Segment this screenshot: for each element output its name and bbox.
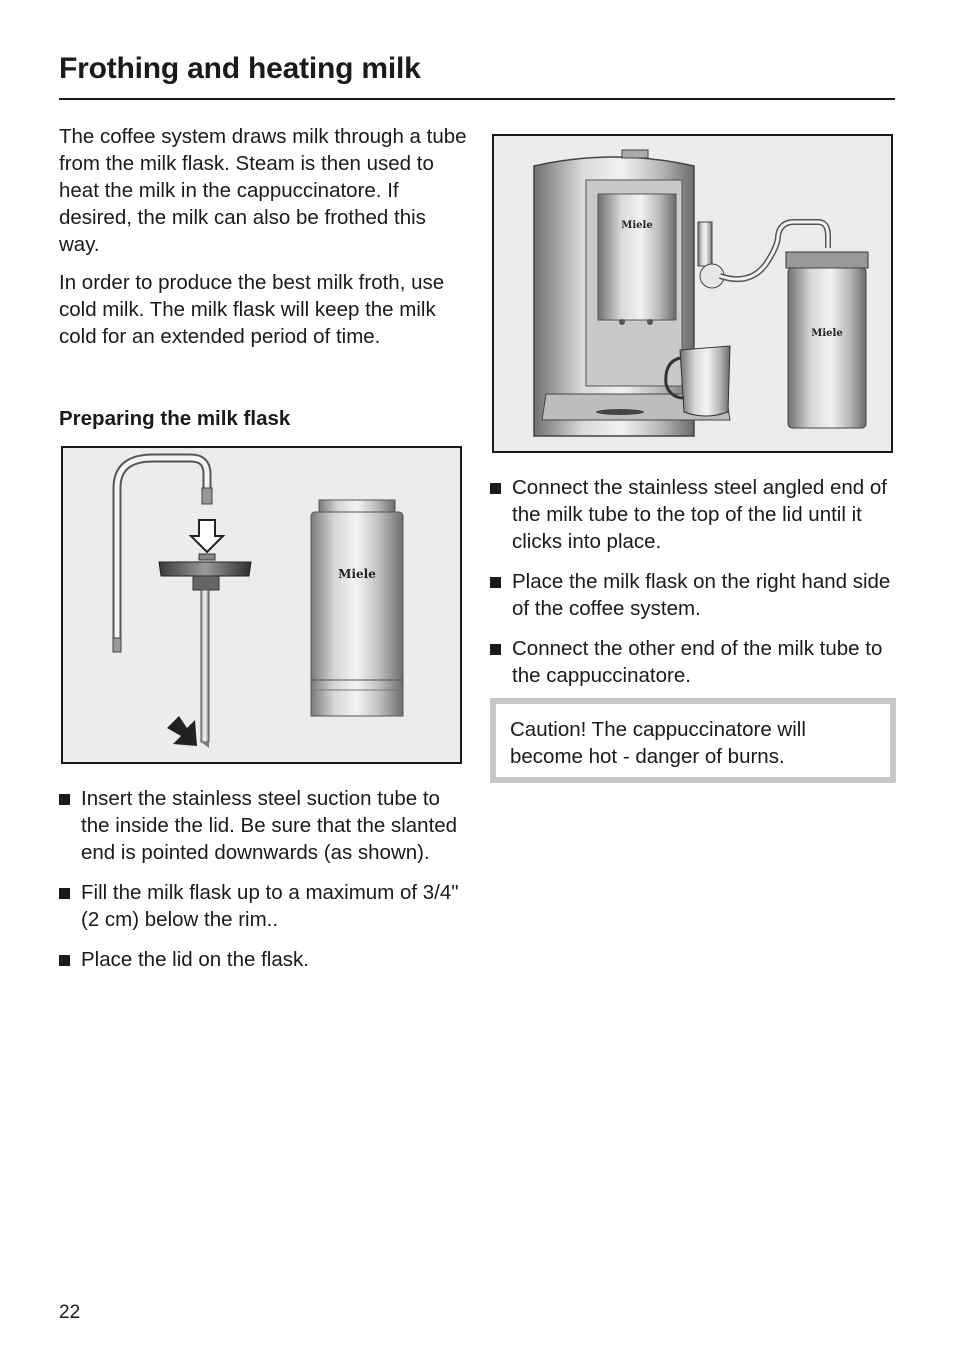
step-text: Place the lid on the flask. [81, 948, 309, 971]
bullet-icon [490, 644, 501, 655]
list-item [59, 785, 469, 866]
step-text: Place the milk flask on the right hand side of the coffee system. [512, 570, 891, 620]
step-text: Connect the stainless steel angled end of the milk tube to the top of the lid until it clicks into place. [512, 476, 887, 553]
page-title: Frothing and heating milk [59, 52, 421, 85]
left-steps [59, 785, 469, 986]
bullet-icon [59, 955, 70, 966]
caution-box: Caution! The cappuccinatore will become hot - danger of burns. [490, 698, 896, 783]
coffee-system-illustration [494, 136, 891, 451]
list-item [490, 635, 894, 689]
list-item [59, 879, 469, 933]
bullet-icon [59, 888, 70, 899]
step-text: Connect the other end of the milk tube to the cappuccinatore. [512, 637, 883, 687]
intro-paragraph-2: In order to produce the best milk froth, use cold milk. The milk flask will keep the milk cold for an extended period of time. [59, 271, 445, 348]
title-rule [59, 98, 895, 100]
list-item [59, 946, 469, 973]
page-number: 22 [59, 1302, 81, 1323]
milk-flask-figure [61, 446, 462, 764]
bullet-icon [59, 794, 70, 805]
intro-paragraph-1: The coffee system draws milk through a tube from the milk flask. Steam is then used to heat the milk in the cappuccinatore. If desired, the milk can also be frothed this way. [59, 125, 467, 256]
bullet-icon [490, 483, 501, 494]
flask-brand-label: Miele [338, 567, 376, 581]
list-item [490, 474, 894, 555]
list-item [490, 568, 894, 622]
step-text: Insert the stainless steel suction tube to the inside the lid. Be sure that the slanted end is pointed downwards (as shown). [81, 787, 458, 864]
intro-text [59, 123, 469, 361]
machine-brand-label: Miele [621, 220, 653, 231]
right-steps [490, 474, 894, 702]
section-heading: Preparing the milk flask [59, 407, 291, 430]
step-text: Fill the milk flask up to a maximum of 3/4" (2 cm) below the rim.. [81, 881, 459, 931]
coffee-system-figure [492, 134, 893, 453]
flask-brand-label-2: Miele [811, 328, 843, 339]
bullet-icon [490, 577, 501, 588]
milk-flask-illustration [63, 448, 460, 762]
